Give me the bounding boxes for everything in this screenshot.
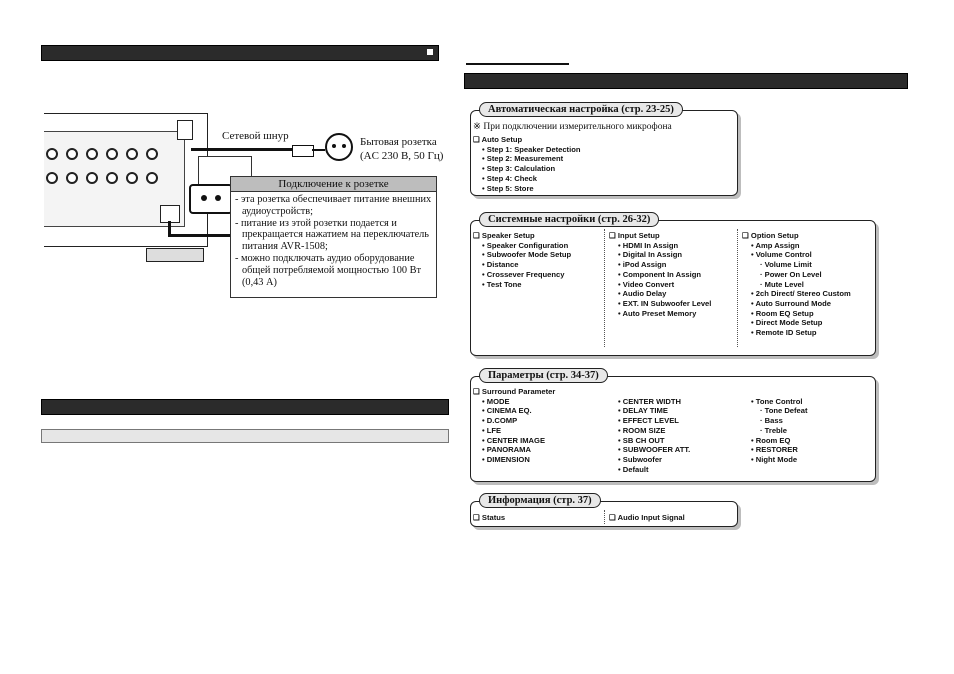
- auto-step[interactable]: • Step 3: Calculation: [473, 164, 580, 174]
- menu-item[interactable]: • SUBWOOFER ATT.: [609, 445, 690, 455]
- parameters-box: [470, 370, 876, 482]
- menu-item[interactable]: • Audio Delay: [609, 289, 711, 299]
- plug-pins: [312, 149, 325, 151]
- menu-item[interactable]: • Room EQ: [742, 436, 808, 446]
- menu-item[interactable]: • HDMI In Assign: [609, 241, 711, 251]
- subsection-header-bar: [41, 429, 449, 443]
- section-header-bar-2: [41, 399, 449, 415]
- option-setup-heading[interactable]: ❑ Option Setup: [742, 231, 851, 241]
- menu-item[interactable]: • Crossever Frequency: [473, 270, 571, 280]
- system-setup-box: [470, 214, 876, 356]
- audio-input-signal-item[interactable]: ❑ Audio Input Signal: [609, 513, 685, 523]
- surround-parameter-heading[interactable]: ❑ Surround Parameter: [473, 387, 555, 397]
- surround-col-2: [609, 397, 690, 475]
- menu-item[interactable]: • DELAY TIME: [609, 406, 690, 416]
- status-item[interactable]: ❑ Status: [473, 513, 505, 523]
- menu-item[interactable]: • Amp Assign: [742, 241, 851, 251]
- surround-col-3: [742, 397, 808, 465]
- menu-subitem[interactable]: · Treble: [742, 426, 808, 436]
- menu-item[interactable]: • LFE: [473, 426, 555, 436]
- device-foot: [146, 248, 204, 262]
- outlet-callout: [230, 176, 437, 298]
- information-box: [470, 495, 738, 527]
- speaker-setup-col: [473, 231, 571, 289]
- column-divider: [737, 229, 738, 347]
- menu-subitem[interactable]: · Volume Limit: [742, 260, 851, 270]
- menu-item[interactable]: • EFFECT LEVEL: [609, 416, 690, 426]
- menu-item[interactable]: • Remote ID Setup: [742, 328, 851, 338]
- menu-item[interactable]: • CINEMA EQ.: [473, 406, 555, 416]
- speaker-setup-heading[interactable]: ❑ Speaker Setup: [473, 231, 571, 241]
- auto-step[interactable]: • Step 2: Measurement: [473, 154, 580, 164]
- menu-item[interactable]: • CENTER IMAGE: [473, 436, 555, 446]
- menu-item[interactable]: • Test Tone: [473, 280, 571, 290]
- power-cord-line: [191, 148, 292, 151]
- input-setup-heading[interactable]: ❑ Input Setup: [609, 231, 711, 241]
- outlet-cord-drop: [168, 221, 171, 235]
- surround-col-1: [473, 387, 555, 465]
- menu-item[interactable]: • Night Mode: [742, 455, 808, 465]
- menu-subitem[interactable]: · Power On Level: [742, 270, 851, 280]
- callout-item: - можно подключать аудио оборудование общей потребляемой мощностью 100 Вт (0,43 А): [235, 252, 421, 288]
- auto-setup-box: [470, 104, 738, 196]
- menu-item[interactable]: • Speaker Configuration: [473, 241, 571, 251]
- system-setup-title: Системные настройки (стр. 26-32): [479, 212, 659, 227]
- option-setup-col: [742, 231, 851, 338]
- ac-outlet: [189, 184, 233, 214]
- parameters-title: Параметры (стр. 34-37): [479, 368, 608, 383]
- outlet-cord-line: [168, 234, 230, 237]
- right-header-bar: [464, 73, 908, 89]
- menu-subitem[interactable]: · Tone Defeat: [742, 406, 808, 416]
- menu-item[interactable]: • Tone Control: [742, 397, 808, 407]
- menu-item[interactable]: • Subwoofer Mode Setup: [473, 250, 571, 260]
- callout-item: - питание из этой розетки подается и прекращается нажатием на переключатель питания AVR-1508;: [235, 217, 429, 253]
- mic-note: ※ При подключении измерительного микрофона: [473, 122, 672, 132]
- wall-plug-icon: [292, 145, 314, 157]
- menu-subitem[interactable]: · Bass: [742, 416, 808, 426]
- auto-step[interactable]: • Step 4: Check: [473, 174, 580, 184]
- menu-item[interactable]: • Distance: [473, 260, 571, 270]
- menu-item[interactable]: • RESTORER: [742, 445, 808, 455]
- menu-item[interactable]: • CENTER WIDTH: [609, 397, 690, 407]
- menu-item[interactable]: • PANORAMA: [473, 445, 555, 455]
- auto-setup-title: Автоматическая настройка (стр. 23-25): [479, 102, 683, 117]
- menu-item[interactable]: • Digital In Assign: [609, 250, 711, 260]
- socket-label-line2: (AC 230 В, 50 Гц): [360, 150, 444, 162]
- info-col-1: [473, 513, 505, 523]
- input-setup-col: [609, 231, 711, 318]
- menu-item[interactable]: • D.COMP: [473, 416, 555, 426]
- menu-item[interactable]: • ROOM SIZE: [609, 426, 690, 436]
- menu-item[interactable]: • Subwoofer: [609, 455, 690, 465]
- callout-title: Подключение к розетке: [231, 177, 436, 192]
- menu-subitem[interactable]: · Mute Level: [742, 280, 851, 290]
- column-divider: [604, 229, 605, 347]
- menu-item[interactable]: • DIMENSION: [473, 455, 555, 465]
- menu-item[interactable]: • Room EQ Setup: [742, 309, 851, 319]
- auto-step[interactable]: • Step 5: Store: [473, 184, 580, 194]
- power-cord-label: Сетевой шнур: [222, 130, 289, 142]
- wall-socket-icon: [325, 133, 353, 161]
- callout-item: - эта розетка обеспечивает питание внешних аудиоустройств;: [235, 194, 432, 217]
- menu-item[interactable]: • Auto Surround Mode: [742, 299, 851, 309]
- menu-item[interactable]: • Auto Preset Memory: [609, 309, 711, 319]
- menu-item[interactable]: • 2ch Direct/ Stereo Custom: [742, 289, 851, 299]
- menu-item[interactable]: • Volume Control: [742, 250, 851, 260]
- top-rule: [466, 63, 569, 65]
- menu-item[interactable]: • Component In Assign: [609, 270, 711, 280]
- menu-item[interactable]: • MODE: [473, 397, 555, 407]
- socket-label-line1: Бытовая розетка: [360, 136, 437, 148]
- menu-item[interactable]: • SB CH OUT: [609, 436, 690, 446]
- auto-setup-list: [473, 135, 580, 193]
- auto-setup-heading[interactable]: ❑ Auto Setup: [473, 135, 580, 145]
- information-title: Информация (стр. 37): [479, 493, 601, 508]
- menu-item[interactable]: • iPod Assign: [609, 260, 711, 270]
- menu-item[interactable]: • EXT. IN Subwoofer Level: [609, 299, 711, 309]
- column-divider: [604, 510, 605, 524]
- info-col-2: [609, 513, 685, 523]
- section-header-bar: [41, 45, 439, 61]
- power-inlet-plug: [177, 120, 193, 140]
- menu-item[interactable]: • Default: [609, 465, 690, 475]
- menu-item[interactable]: • Video Convert: [609, 280, 711, 290]
- menu-item[interactable]: • Direct Mode Setup: [742, 318, 851, 328]
- auto-step[interactable]: • Step 1: Speaker Detection: [473, 145, 580, 155]
